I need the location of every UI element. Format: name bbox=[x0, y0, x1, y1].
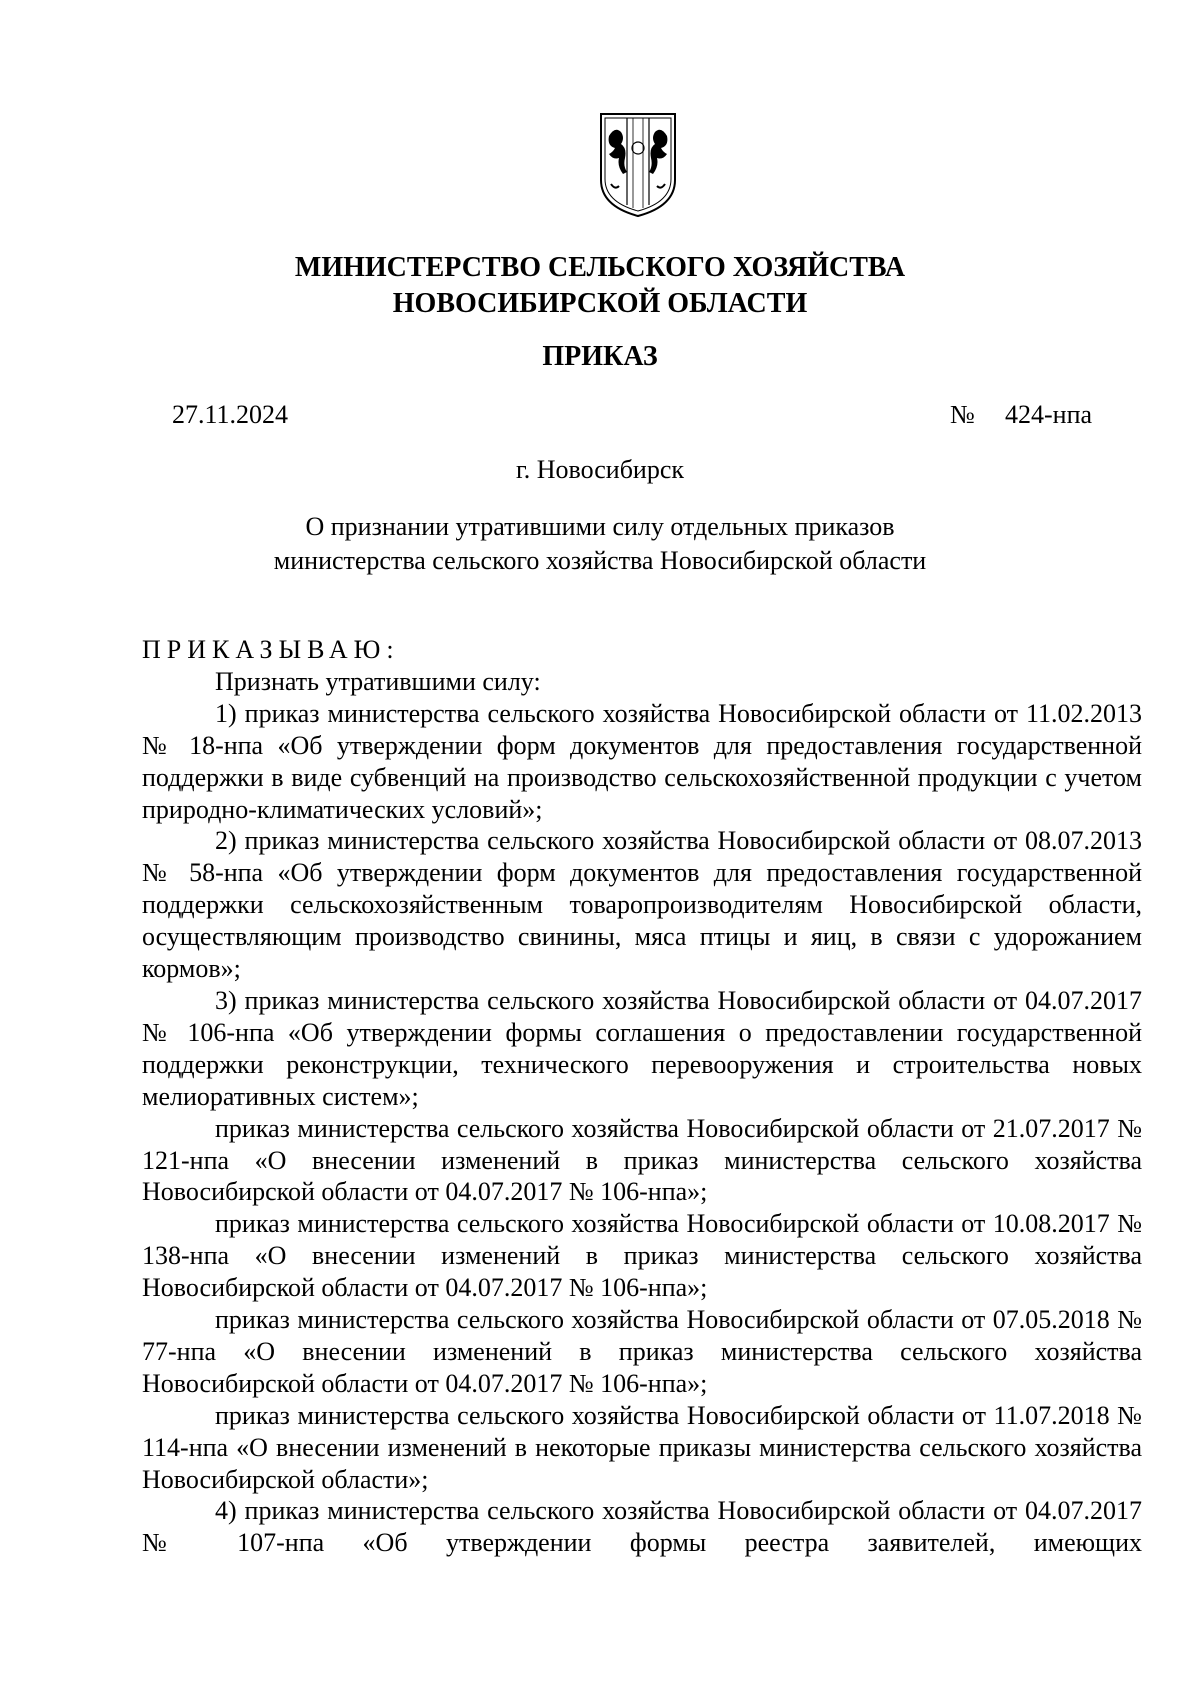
city-line: г. Новосибирск bbox=[515, 455, 685, 484]
ministry-name bbox=[0, 250, 1200, 322]
body-paragraph: 2) приказ министерства сельского хозяйства Новосибирской области от 08.07.2013 № 58-нпа «Об утверждении форм документов для предоставления государственной поддержки сельскохозяйственным товаропроизводителям Новосибирской области, осуществляющим производство свинины, мяса птицы и яиц, в связи с удорожанием кормов»; bbox=[142, 826, 1142, 984]
number-value: 424-нпа bbox=[1005, 400, 1093, 429]
body-paragraph: приказ министерства сельского хозяйства Новосибирской области от 10.08.2017 № 138-нпа «О внесении изменений в приказ министерства сельского хозяйства Новосибирской области от 04.07.2017 № 106-нпа»; bbox=[142, 1209, 1142, 1303]
body-paragraph: 3) приказ министерства сельского хозяйства Новосибирской области от 04.07.2017 № 106-нпа «Об утверждении формы соглашения о предоставлении государственной поддержки реконструкции, технического перевооружения и строительства новых мелиоративных систем»; bbox=[142, 985, 1142, 1111]
body-paragraph: 4) приказ министерства сельского хозяйства Новосибирской области от 04.07.2017 № 107-нпа «Об утверждении формы реестра заявителей, имеющих bbox=[142, 1496, 1142, 1558]
document-number bbox=[950, 398, 1092, 432]
ministry-name-line-2: НОВОСИБИРСКОЙ ОБЛАСТИ bbox=[392, 288, 808, 319]
document-date: 27.11.2024 bbox=[172, 400, 289, 429]
body-paragraph: 1) приказ министерства сельского хозяйства Новосибирской области от 11.02.2013 № 18-нпа «Об утверждении форм документов для предоставления государственной поддержки в виде субвенций на производство сельскохозяйственной продукции с учетом природно-климатических условий»; bbox=[142, 698, 1142, 824]
body-intro: Признать утратившими силу: bbox=[215, 666, 541, 696]
order-word: ПРИКАЗЫВАЮ: bbox=[142, 635, 400, 664]
document-type: ПРИКАЗ bbox=[542, 341, 658, 372]
number-sign: № bbox=[950, 400, 975, 429]
body-paragraph: приказ министерства сельского хозяйства Новосибирской области от 07.05.2018 № 77-нпа «О внесении изменений в приказ министерства сельского хозяйства Новосибирской области от 04.07.2017 № 106-нпа»; bbox=[142, 1305, 1142, 1398]
body-paragraph: приказ министерства сельского хозяйства Новосибирской области от 11.07.2018 № 114-нпа «О внесении изменений в некоторые приказы министерства сельского хозяйства Новосибирской области»; bbox=[142, 1400, 1142, 1494]
subject-line-1: О признании утратившими силу отдельных приказов bbox=[305, 512, 895, 541]
coat-of-arms-icon bbox=[597, 110, 679, 220]
subject-line-2: министерства сельского хозяйства Новосибирской области bbox=[273, 546, 927, 575]
body-paragraph: приказ министерства сельского хозяйства Новосибирской области от 21.07.2017 № 121-нпа «О внесении изменений в приказ министерства сельского хозяйства Новосибирской области от 04.07.2017 № 106-нпа»; bbox=[142, 1113, 1142, 1207]
document-body bbox=[142, 634, 1142, 1559]
ministry-name-line-1: МИНИСТЕРСТВО СЕЛЬСКОГО ХОЗЯЙСТВА bbox=[294, 252, 906, 283]
document-subject bbox=[0, 510, 1200, 578]
